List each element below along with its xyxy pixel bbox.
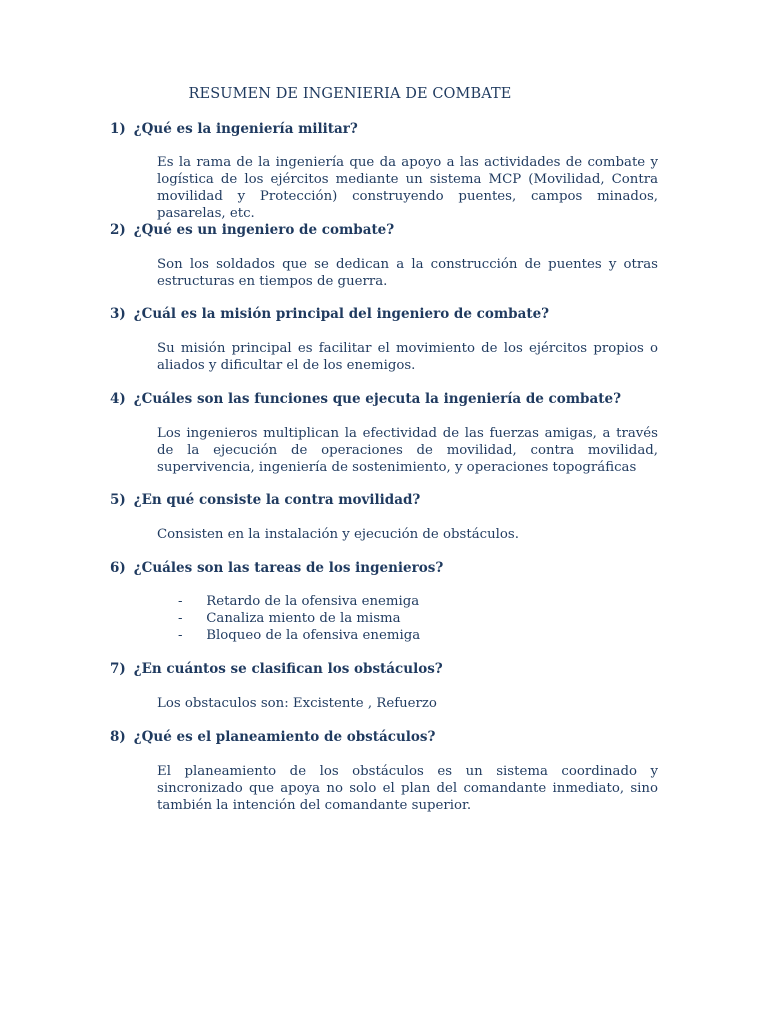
- question-number: 3): [110, 306, 126, 322]
- list-item: - Retardo de la ofensiva enemiga: [178, 594, 420, 609]
- question-number: 7): [110, 661, 126, 677]
- question-text: ¿Cuáles son las funciones que ejecuta la ingeniería de combate?: [133, 391, 621, 407]
- question-number: 4): [110, 391, 126, 407]
- question-7: [110, 661, 710, 677]
- answer-7: Los obstaculos son: Excistente , Refuerzo: [157, 696, 437, 711]
- question-number: 8): [110, 729, 126, 745]
- question-3: [110, 306, 710, 322]
- question-2: [110, 222, 710, 238]
- list-bullet: -: [178, 594, 183, 609]
- list-bullet: -: [178, 628, 183, 643]
- question-text: ¿En cuántos se clasifican los obstáculos?: [133, 661, 443, 677]
- question-5: [110, 492, 710, 508]
- question-4: [110, 391, 710, 407]
- question-text: ¿Qué es el planeamiento de obstáculos?: [133, 729, 436, 745]
- question-6: [110, 560, 710, 576]
- answer-4: Los ingenieros multiplican la efectividad de las fuerzas amigas, a través de la ejecución de operaciones de movilidad, contra movilidad, supervivencia, ingeniería de sostenimiento, y operaciones topográficas: [157, 426, 658, 475]
- question-text: ¿En qué consiste la contra movilidad?: [133, 492, 421, 508]
- answer-8: El planeamiento de los obstáculos es un sistema coordinado y sincronizado que apoya no solo el plan del comandante inmediato, sino también la intención del comandante superior.: [157, 764, 658, 813]
- question-number: 5): [110, 492, 126, 508]
- question-number: 1): [110, 121, 126, 137]
- answer-3: Su misión principal es facilitar el movimiento de los ejércitos propios o aliados y dificultar el de los enemigos.: [157, 341, 658, 373]
- question-1: [110, 121, 710, 137]
- question-8: [110, 729, 710, 745]
- list-bullet: -: [178, 611, 183, 626]
- question-text: ¿Qué es un ingeniero de combate?: [133, 222, 395, 238]
- answer-1: Es la rama de la ingeniería que da apoyo a las actividades de combate y logística de los ejércitos mediante un sistema MCP (Movilidad, Contra movilidad y Protección) construyendo puentes, campos minados, pasarelas, etc.: [157, 155, 658, 221]
- question-text: ¿Qué es la ingeniería militar?: [133, 121, 358, 137]
- question-number: 6): [110, 560, 126, 576]
- tasks-list: [178, 593, 420, 644]
- question-number: 2): [110, 222, 126, 238]
- answer-2: Son los soldados que se dedican a la construcción de puentes y otras estructuras en tiempos de guerra.: [157, 257, 658, 289]
- list-item: - Bloqueo de la ofensiva enemiga: [178, 628, 421, 643]
- document-title: RESUMEN DE INGENIERIA DE COMBATE: [188, 86, 512, 102]
- answer-5: Consisten en la instalación y ejecución de obstáculos.: [157, 527, 519, 542]
- question-text: ¿Cuáles son las tareas de los ingenieros?: [133, 560, 444, 576]
- question-text: ¿Cuál es la misión principal del ingeniero de combate?: [133, 306, 550, 322]
- list-item: - Canaliza miento de la misma: [178, 611, 401, 626]
